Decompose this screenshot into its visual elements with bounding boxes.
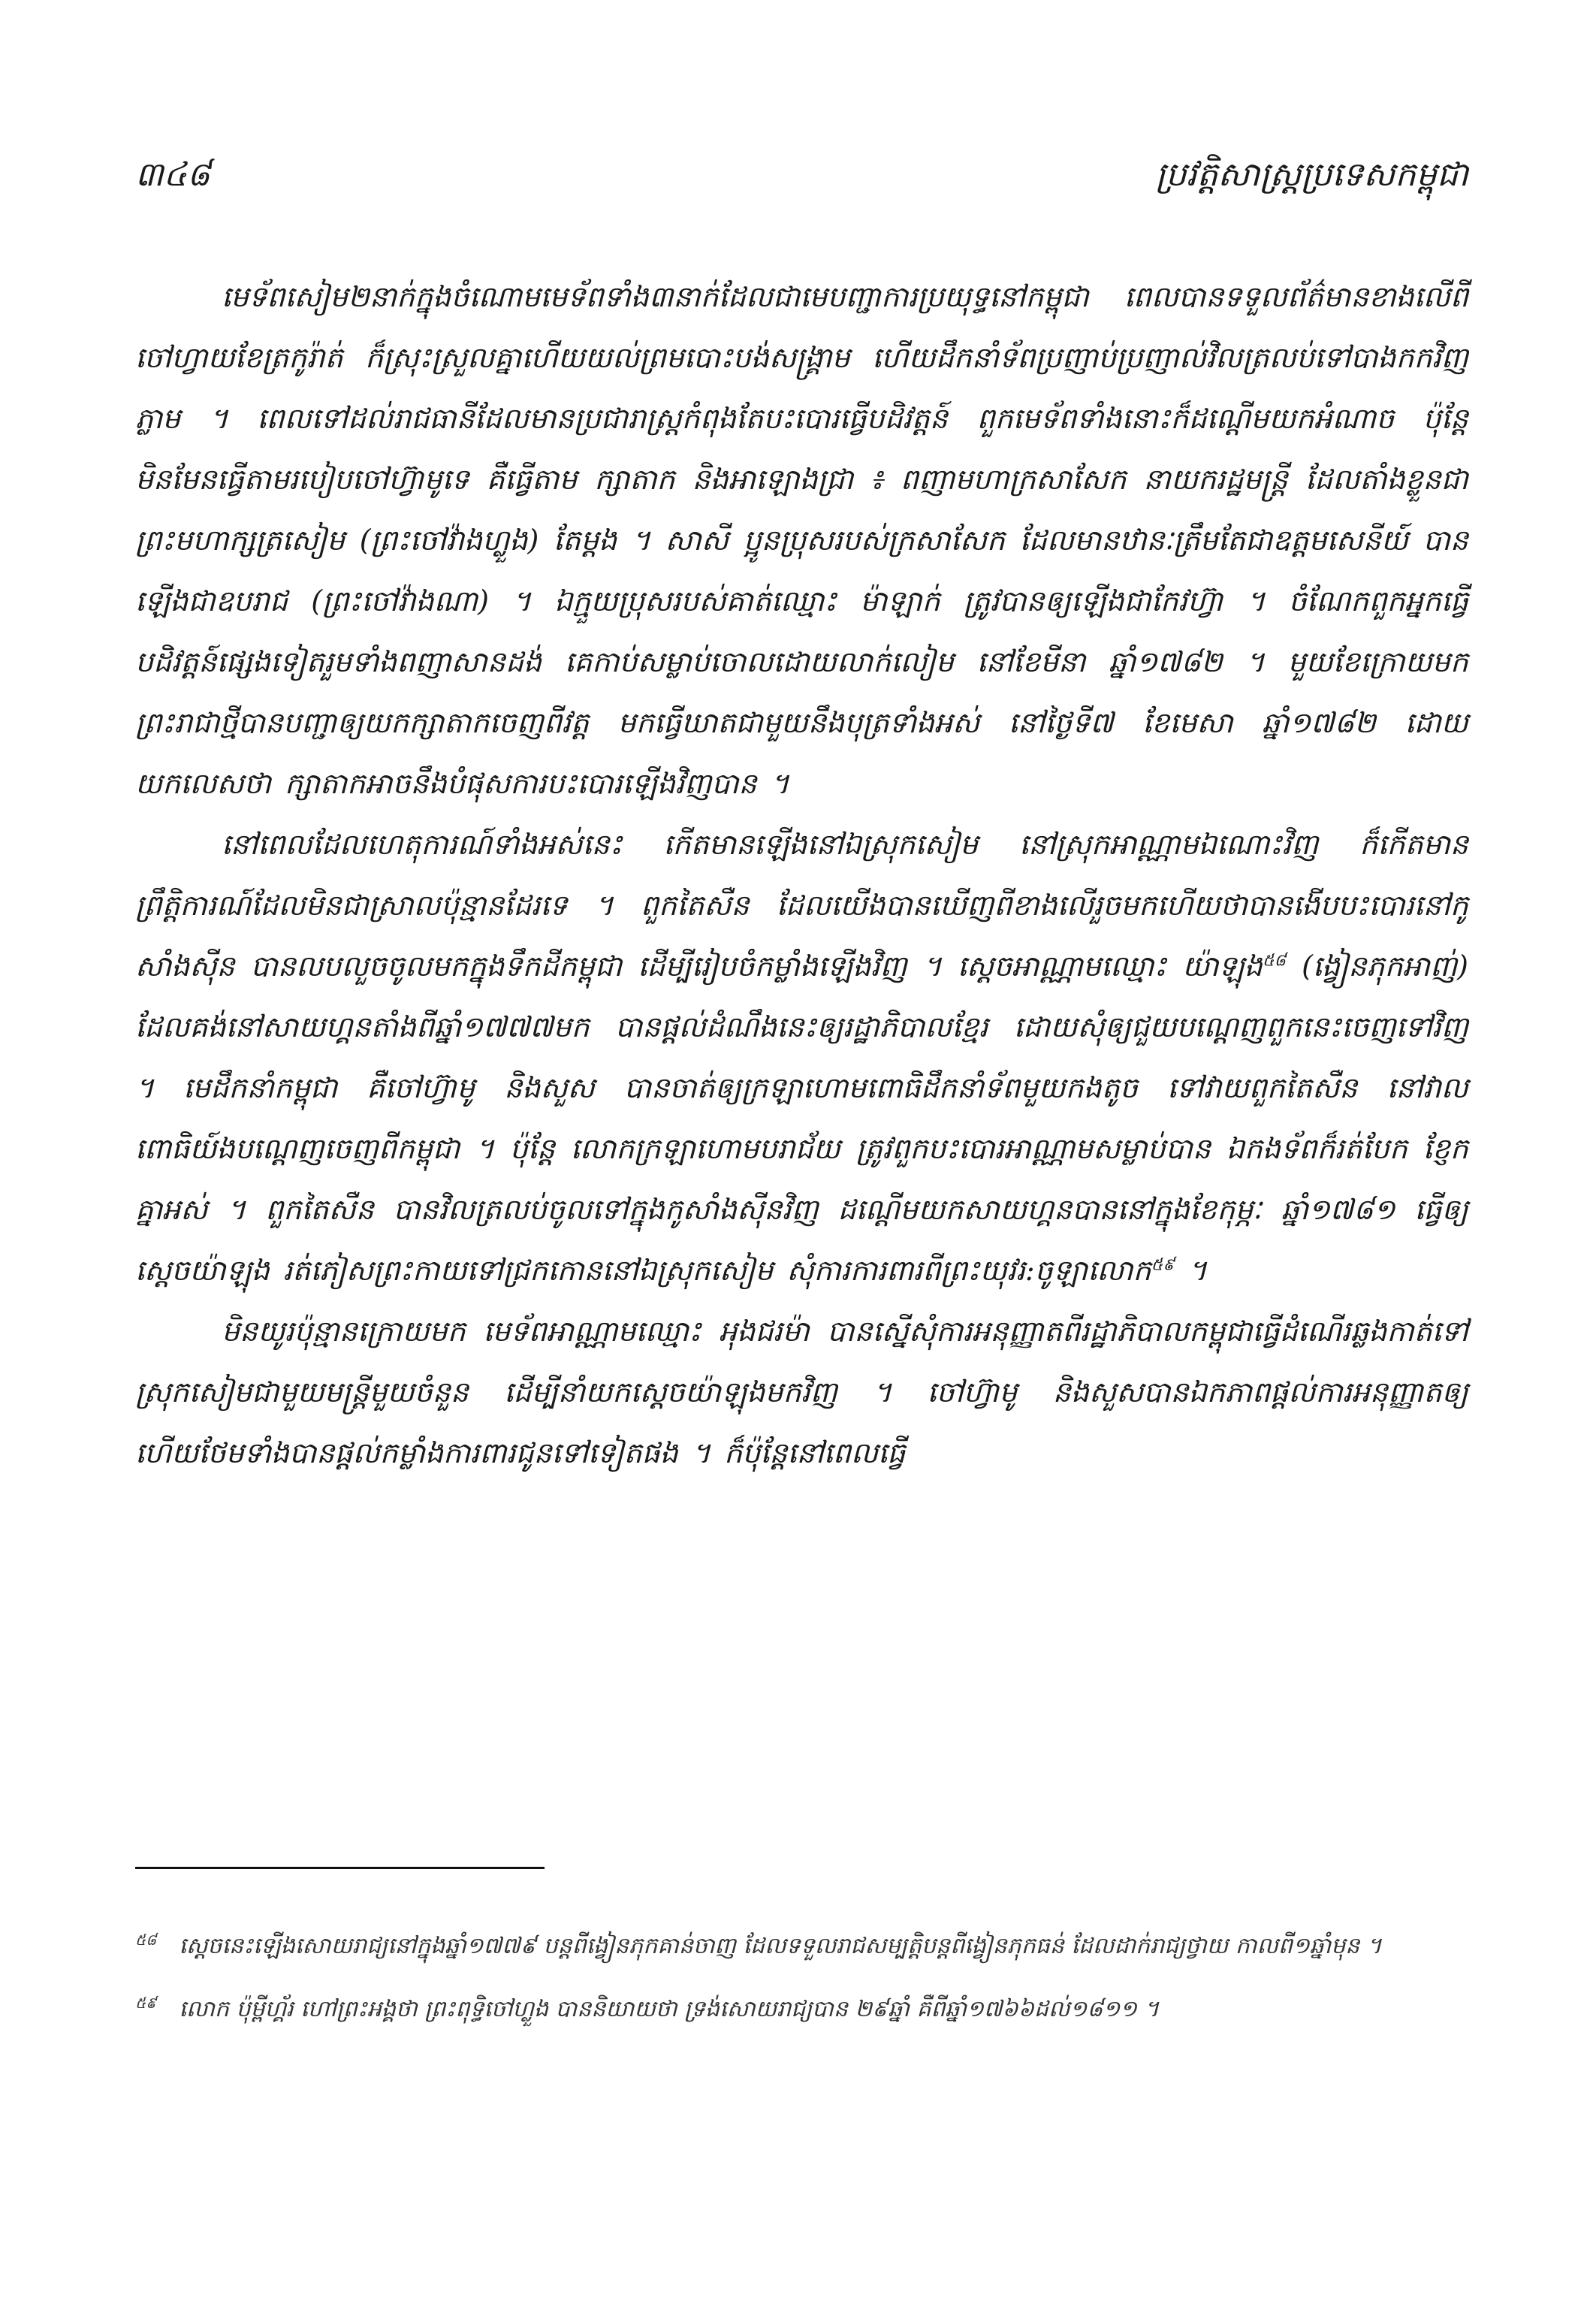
- paragraph-2-text-end: ។: [1174, 1254, 1207, 1287]
- book-title: ប្រវត្តិសាស្ត្រប្រទេសកម្ពុជា: [1155, 156, 1468, 194]
- footnotes: [135, 1923, 1468, 2049]
- footnote-divider: [135, 1867, 545, 1869]
- footnote-ref-59[interactable]: ៥៩: [1151, 1255, 1175, 1275]
- paragraph-1: [135, 267, 1468, 814]
- footnote-text: លោក ប៉ុម្ពីហ្គ័រ ហៅព្រះអង្គថា ព្រះពុទ្ធិចៅហ្លួង បាននិយាយថា ទ្រង់សោយរាជ្យបាន ២៩ឆ្នាំ គឺពីឆ្នាំ១៧៦៦ដល់១៨១១ ។: [179, 1996, 1160, 2022]
- footnote-text: ស្តេចនេះឡើងសោយរាជ្យនៅក្នុងឆ្នាំ១៧៧៩ បន្តពីង្វៀនភុកគាន់ចាញ ដែលទទួលរាជសម្បត្តិបន្តពីង្វៀនភុកធន់ ដែលដាក់រាជ្យថ្វាយ កាលពី១ឆ្នាំមុន ។: [179, 1933, 1382, 1959]
- paragraph-2-text-a: នៅពេលដែលហេតុការណ៍ទាំងអស់នេះ កើតមានឡើងនៅឯស្រុកសៀម នៅស្រុកអាណ្ណាមឯណោះវិញ ក៏កើតមានព្រឹត្តិការណ៍ដែលមិនជាស្រាលប៉ុន្មានដែរទេ ។ ពួកតៃសឺន ដែលយើងបានឃើញពីខាងលើរួចមកហើយថាបានងើបបះបោរនៅកូសាំងស៊ីន បានលបលួចចូលមកក្នុងទឹកដីកម្ពុជា ដើម្បីរៀបចំកម្លាំងឡើងវិញ ។ ស្តេចអាណ្ណាមឈ្មោះ យ៉ាឡុង: [135, 828, 1468, 983]
- footnote-number: ៥៨: [135, 1931, 157, 1949]
- footnote-58: [135, 1923, 1468, 1970]
- footnote-59: [135, 1986, 1468, 2033]
- paragraph-2-text-b: (ង្វៀនភុកអាញ់) ដែលគង់នៅសាយហ្គនតាំងពីឆ្នាំ១៧៧៧មក បានផ្តល់ដំណឹងនេះឲ្យរដ្ឋាភិបាលខ្មែរ ដោយសុំឲ្យជួយបណ្តេញពួកនេះចេញទៅវិញ ។ មេដឹកនាំកម្ពុជា គឺចៅហ៊្វាមូ និងសួស បានចាត់ឲ្យក្រឡាហោមពោធិដឹកនាំទ័ពមួយកងតូច ទៅវាយពួកតៃសឺន នៅវាលពោធិយ៍ងបណ្តេញចេញពីកម្ពុជា ។ ប៉ុន្តែ លោកក្រឡាហោមបរាជ័យ ត្រូវពួកបះបោរអាណ្ណាមសម្លាប់បាន ឯកងទ័ពក៏រត់បែក ខ្ញែកគ្នាអស់ ។ ពួកតៃសឺន បានវិលត្រលប់ចូលទៅក្នុងកូសាំងស៊ីនវិញ ដណ្តើមយកសាយហ្គនបាននៅក្នុងខែកុម្ភៈ ឆ្នាំ១៧៨១ ធ្វើឲ្យស្តេចយ៉ាឡុង រត់ភៀសព្រះកាយទៅជ្រកកោននៅឯស្រុកសៀម សុំការការពារពីព្រះយុវរ:ចូឡាលោក: [135, 950, 1468, 1287]
- paragraph-1-text: មេទ័ពសៀម២នាក់ក្នុងចំណោមមេទ័ពទាំង៣នាក់ដែលជាមេបញ្ជាការប្រយុទ្ធនៅកម្ពុជា ពេលបានទទួលព័ត៌មានខាងលើពីចៅហ្វាយខែត្រកូរ៉ាត់ ក៏ស្រុះស្រួលគ្នាហើយយល់ព្រមបោះបង់សង្គ្រាម ហើយដឹកនាំទ័ពប្រញាប់ប្រញាល់វិលត្រលប់ទៅបាងកកវិញភ្លាម ។ ពេលទៅដល់រាជធានីដែលមានប្រជារាស្ត្រកំពុងតែបះបោរធ្វើបដិវត្តន៍ ពួកមេទ័ពទាំងនោះក៏ដណ្តើមយកអំណាច ប៉ុន្តែមិនមែនធ្វើតាមរបៀបចៅហ៊្វាមូទេ គឺធ្វើតាម ក្សាតាក និងអាឡោងជ្រា ៖ ពញាមហាក្រសាសែក នាយករដ្ឋមន្ត្រី ដែលតាំងខ្លួនជាព្រះមហាក្សត្រសៀម (ព្រះចៅវ៉ាងហ្លួង) តែម្តង ។ សាសី ប្អូនប្រុសរបស់ក្រសាសែក ដែលមានឋានៈត្រឹមតែជាឧត្តមសេនីយ៍ បានឡើងជាឧបរាជ (ព្រះចៅវ៉ាងណា) ។ ឯក្មួយប្រុសរបស់គាត់ឈ្មោះ ម៉ាឡាក់ ត្រូវបានឲ្យឡើងជាកែវហ៊្វា ។ ចំណែកពួកអ្នកធ្វើបដិវត្តន៍ផ្សេងទៀតរួមទាំងពញាសានដង់ គេកាប់សម្លាប់ចោលដោយលាក់លៀម នៅខែមីនា ឆ្នាំ១៧៨២ ។ មួយខែក្រោយមក ព្រះរាជាថ្មីបានបញ្ជាឲ្យយកក្សាតាកចេញពីវត្ត មកធ្វើឃាតជាមួយនឹងបុត្រទាំងអស់ នៅថ្ងៃទី៧ ខែមេសា ឆ្នាំ១៧៨២ ដោយយកលេសថា ក្សាតាកអាចនឹងបំផុសការបះបោរឡើងវិញបាន ។: [135, 280, 1468, 800]
- footnote-number: ៥៩: [135, 1994, 157, 2012]
- running-header: [135, 154, 1468, 207]
- body-text: [135, 267, 1468, 1484]
- page-number: ៣៤៨: [135, 156, 210, 194]
- paragraph-3: [135, 1301, 1468, 1484]
- footnote-ref-58[interactable]: ៥៨: [1262, 951, 1287, 971]
- paragraph-3-text: មិនយូរប៉ុន្មានក្រោយមក មេទ័ពអាណ្ណាមឈ្មោះ អុងជរម៉ា បានស្នើសុំការអនុញ្ញាតពីរដ្ឋាភិបាលកម្ពុជាធ្វើដំណើរឆ្លងកាត់ទៅស្រុកសៀមជាមួយមន្ត្រីមួយចំនួន ដើម្បីនាំយកស្តេចយ៉ាឡុងមកវិញ ។ ចៅហ៊្វាមូ និងសួសបានឯកភាពផ្តល់ការអនុញ្ញាតឲ្យ ហើយថែមទាំងបានផ្តល់កម្លាំងការពារជូនទៅទៀតផង ។ ក៏ប៉ុន្តែនៅពេលធ្វើ: [135, 1315, 1468, 1469]
- paragraph-2: [135, 814, 1468, 1301]
